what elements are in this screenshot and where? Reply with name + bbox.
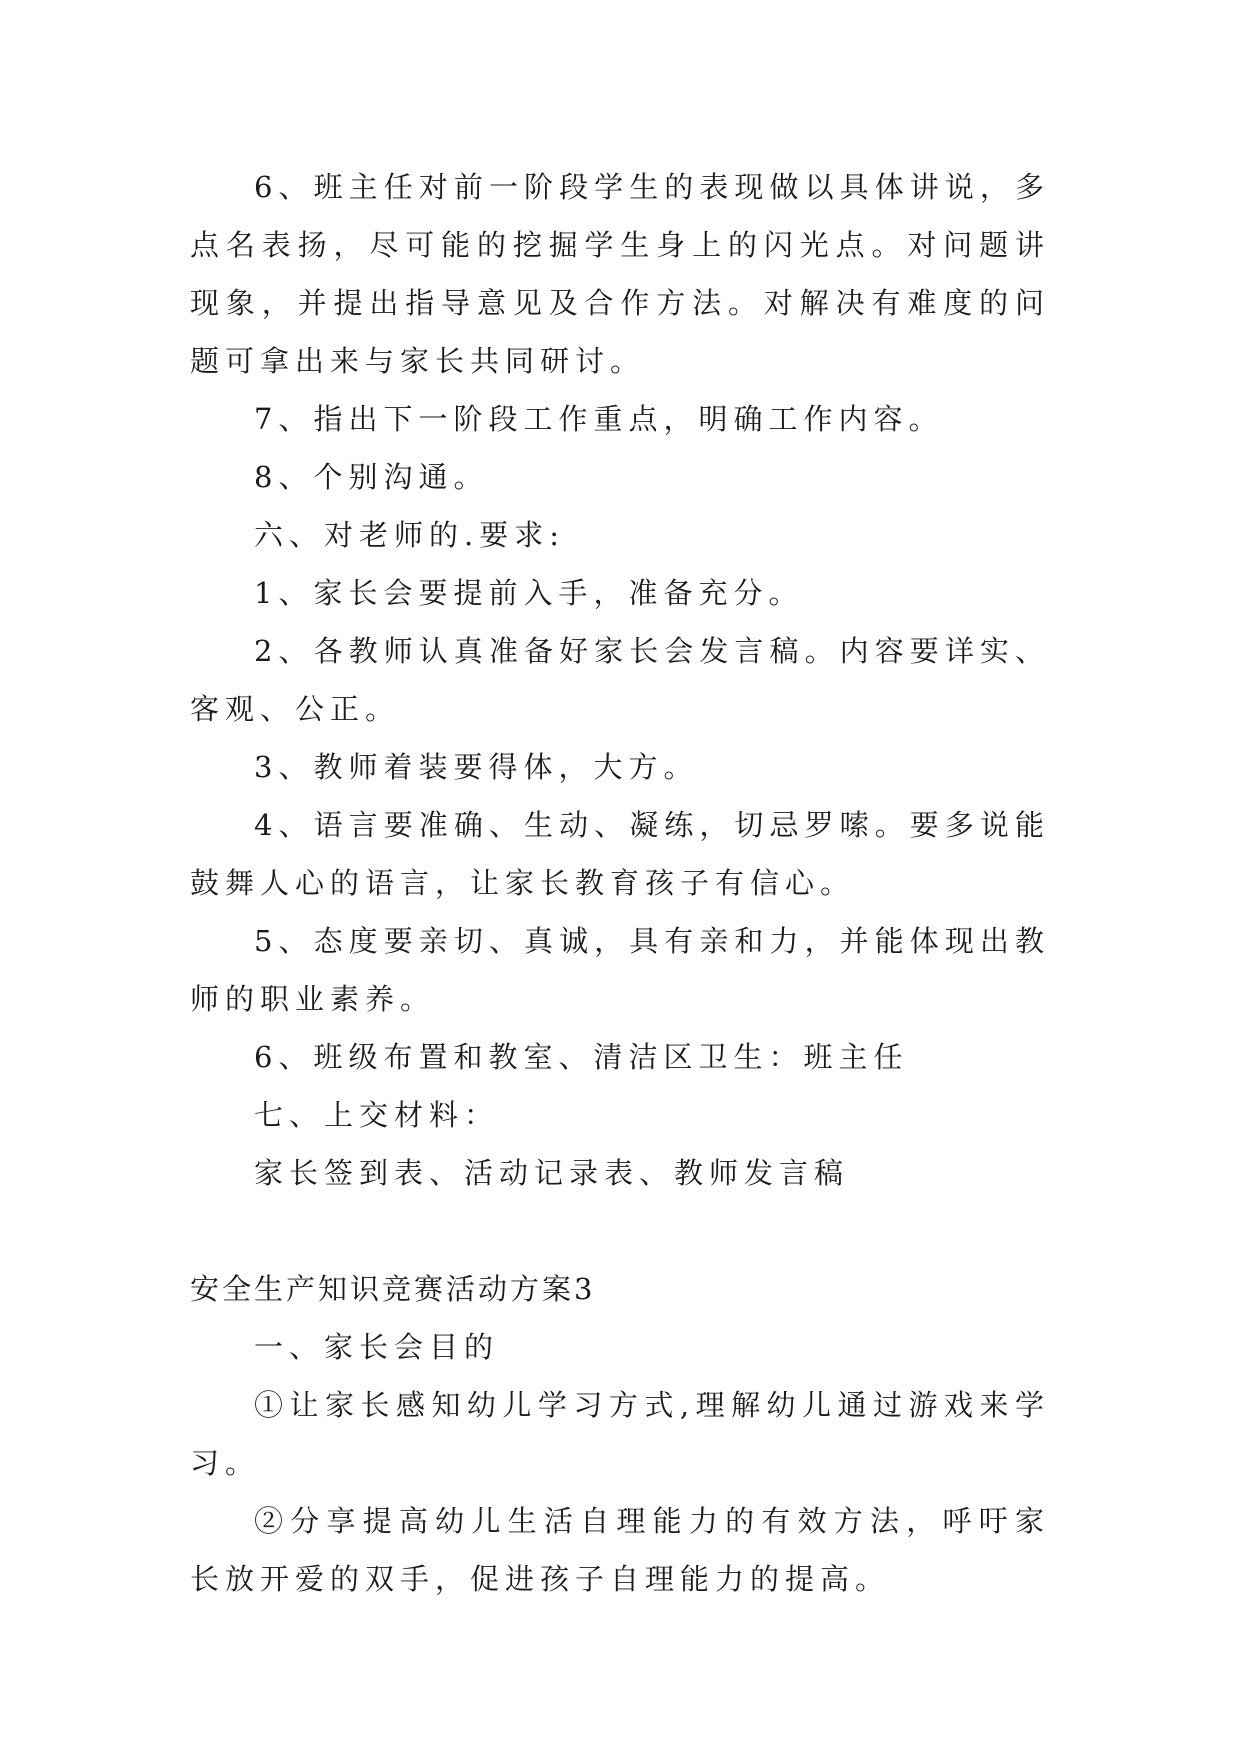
paragraph: 1、家长会要提前入手，准备充分。 [254, 576, 804, 610]
spacer [190, 1202, 1050, 1260]
paragraph: 2、各教师认真准备好家长会发言稿。内容要详实、客观、公正。 [190, 634, 1050, 726]
paragraph: 8、个别沟通。 [254, 460, 489, 494]
paragraph: ①让家长感知幼儿学习方式,理解幼儿通过游戏来学习。 [190, 1388, 1050, 1480]
paragraph: 6、班主任对前一阶段学生的表现做以具体讲说，多点名表扬，尽可能的挖掘学生身上的闪光点。对问题讲现象，并提出指导意见及合作方法。对解决有难度的问题可拿出来与家长共同研讨。 [190, 170, 1050, 378]
paragraph: 6、班级布置和教室、清洁区卫生：班主任 [254, 1040, 909, 1074]
paragraph: 3、教师着装要得体，大方。 [254, 750, 699, 784]
section-heading-purpose: 一、家长会目的 [254, 1330, 500, 1364]
paragraph: ②分享提高幼儿生活自理能力的有效方法，呼吁家长放开爱的双手，促进孩子自理能力的提高。 [190, 1504, 1050, 1596]
paragraph: 家长签到表、活动记录表、教师发言稿 [254, 1156, 850, 1190]
paragraph: 7、指出下一阶段工作重点，明确工作内容。 [254, 402, 944, 436]
section-heading-materials: 七、上交材料： [254, 1098, 500, 1132]
document-section-title: 安全生产知识竞赛活动方案3 [190, 1272, 596, 1306]
document-body [190, 158, 1050, 1608]
paragraph: 4、语言要准确、生动、凝练，切忌罗嗦。要多说能鼓舞人心的语言，让家长教育孩子有信心。 [190, 808, 1050, 900]
paragraph: 5、态度要亲切、真诚，具有亲和力，并能体现出教师的职业素养。 [190, 924, 1050, 1016]
section-heading-requirements: 六、对老师的.要求: [254, 518, 565, 552]
